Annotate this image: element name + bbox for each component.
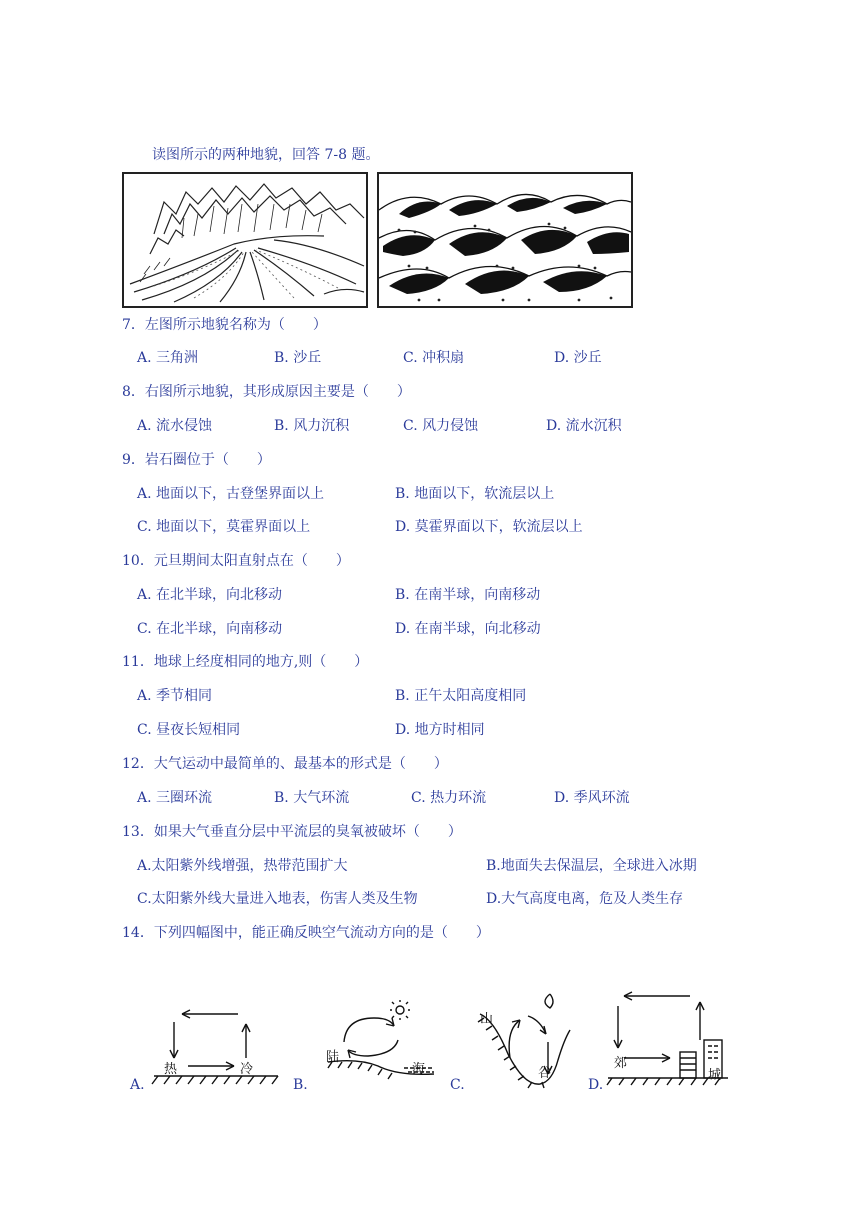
q10-option-a: A. 在北半球，向北移动 [137, 587, 283, 603]
q12-option-a: A. 三圈环流 [137, 790, 213, 806]
question-11-stem: 11．地球上经度相同的地方,则（ ） [122, 654, 369, 670]
q12-option-d: D. 季风环流 [554, 790, 630, 806]
question-7-stem: 7．左图所示地貌名称为（ ） [122, 317, 327, 333]
q7-option-c: C. 冲积扇 [403, 350, 465, 366]
diagram-d-letter: D. [588, 1077, 604, 1093]
q9-option-d: D. 莫霍界面以下，软流层以上 [395, 519, 583, 535]
diagram-b-sea-label: 海 [412, 1062, 426, 1077]
q9-option-c: C. 地面以下，莫霍界面以上 [137, 519, 311, 535]
q10-option-b: B. 在南半球，向南移动 [395, 587, 541, 603]
question-12-stem: 12．大气运动中最简单的、最基本的形式是（ ） [122, 756, 448, 772]
question-14-stem: 14．下列四幅图中，能正确反映空气流动方向的是（ ） [122, 925, 490, 941]
diagram-c-letter: C. [450, 1077, 465, 1093]
q11-option-a: A. 季节相同 [137, 688, 213, 704]
question-13-stem: 13．如果大气垂直分层中平流层的臭氧被破坏（ ） [122, 824, 462, 840]
q10-option-d: D. 在南半球，向北移动 [395, 621, 541, 637]
q8-option-d: D. 流水沉积 [546, 418, 622, 434]
diagram-d-suburb-label: 郊 [614, 1056, 628, 1071]
diagram-a-thermal-circulation [148, 1004, 288, 1094]
alluvial-fan-illustration [124, 174, 366, 306]
q8-option-a: A. 流水侵蚀 [137, 418, 213, 434]
question-9-stem: 9．岩石圈位于（ ） [122, 452, 271, 468]
diagram-d-city-label: 城 [708, 1068, 722, 1083]
q8-option-c: C. 风力侵蚀 [403, 418, 479, 434]
q7-option-d: D. 沙丘 [554, 350, 602, 366]
question-8-stem: 8．右图所示地貌，其形成原因主要是（ ） [122, 384, 411, 400]
alluvial-fan-figure [122, 172, 368, 308]
q8-option-b: B. 风力沉积 [274, 418, 350, 434]
diagram-c-mountain-valley-breeze [474, 990, 574, 1094]
q11-option-d: D. 地方时相同 [395, 722, 485, 738]
diagram-b-land-label: 陆 [326, 1050, 340, 1065]
q7-option-b: B. 沙丘 [274, 350, 322, 366]
intro-text: 读图所示的两种地貌，回答 7-8 题。 [152, 147, 380, 163]
q11-option-b: B. 正午太阳高度相同 [395, 688, 527, 704]
q13-option-b: B.地面失去保温层，全球进入冰期 [486, 858, 697, 874]
q13-option-a: A.太阳紫外线增强，热带范围扩大 [137, 858, 348, 874]
sand-dunes-figure [377, 172, 633, 308]
diagram-a-cold-label: 冷 [240, 1062, 254, 1077]
q9-option-a: A. 地面以下，古登堡界面以上 [137, 486, 325, 502]
q13-option-d: D.大气高度电离，危及人类生存 [486, 891, 684, 907]
q13-option-c: C.太阳紫外线大量进入地表，伤害人类及生物 [137, 891, 418, 907]
q7-option-a: A. 三角洲 [137, 350, 199, 366]
diagram-c-mountain-label: 山 [480, 1012, 494, 1027]
sand-dunes-illustration [379, 174, 631, 306]
q12-option-c: C. 热力环流 [411, 790, 487, 806]
diagram-a-hot-label: 热 [164, 1062, 178, 1077]
diagram-b-letter: B. [293, 1077, 308, 1093]
question-10-stem: 10．元旦期间太阳直射点在（ ） [122, 553, 350, 569]
q10-option-c: C. 在北半球，向南移动 [137, 621, 283, 637]
q12-option-b: B. 大气环流 [274, 790, 350, 806]
diagram-c-valley-label: 谷 [538, 1066, 552, 1081]
q9-option-b: B. 地面以下，软流层以上 [395, 486, 555, 502]
diagram-a-letter: A. [130, 1077, 145, 1093]
q11-option-c: C. 昼夜长短相同 [137, 722, 241, 738]
